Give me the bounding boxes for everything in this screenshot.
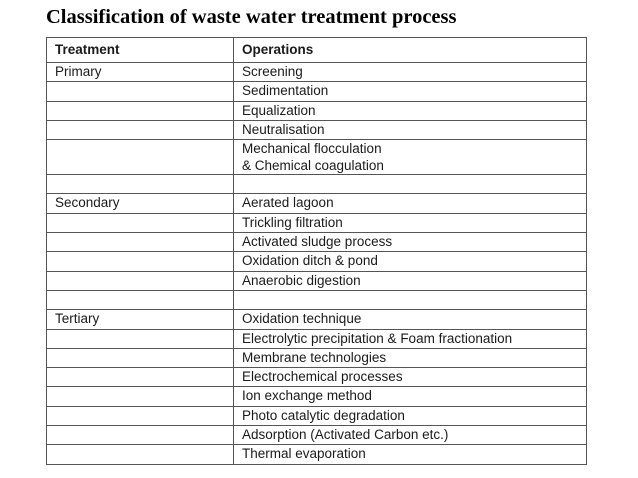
operation-cell: Activated sludge process	[234, 233, 587, 252]
treatment-cell	[47, 252, 234, 271]
table-row	[47, 310, 587, 329]
column-header-operations: Operations	[234, 38, 587, 63]
operation-cell: Membrane technologies	[234, 348, 587, 367]
operation-cell: Mechanical flocculation & Chemical coagulation	[234, 140, 587, 175]
table-row	[47, 368, 587, 387]
treatment-cell	[47, 426, 234, 445]
table-row	[47, 348, 587, 367]
operation-cell: Anaerobic digestion	[234, 271, 587, 290]
treatment-table	[46, 37, 587, 465]
treatment-cell	[47, 82, 234, 101]
treatment-cell	[47, 348, 234, 367]
treatment-cell: Primary	[47, 63, 234, 82]
treatment-cell	[47, 175, 234, 194]
page-title: Classification of waste water treatment process	[46, 6, 457, 28]
treatment-cell	[47, 290, 234, 309]
treatment-cell	[47, 329, 234, 348]
table-row	[47, 233, 587, 252]
table-row	[47, 387, 587, 406]
table-row	[47, 120, 587, 139]
operation-cell: Aerated lagoon	[234, 194, 587, 213]
treatment-cell	[47, 213, 234, 232]
table-row	[47, 329, 587, 348]
table-body	[47, 63, 587, 465]
treatment-cell: Tertiary	[47, 310, 234, 329]
operation-cell: Screening	[234, 63, 587, 82]
operation-cell: Electrolytic precipitation & Foam fractionation	[234, 329, 587, 348]
header-row	[47, 38, 587, 63]
table-row	[47, 140, 587, 175]
table-row	[47, 406, 587, 425]
operation-cell: Oxidation technique	[234, 310, 587, 329]
operation-cell: Equalization	[234, 101, 587, 120]
table-row	[47, 101, 587, 120]
treatment-cell	[47, 271, 234, 290]
operation-cell: Ion exchange method	[234, 387, 587, 406]
operation-cell: Adsorption (Activated Carbon etc.)	[234, 426, 587, 445]
treatment-cell	[47, 140, 234, 175]
table-row	[47, 426, 587, 445]
table-row	[47, 271, 587, 290]
operation-cell: Photo catalytic degradation	[234, 406, 587, 425]
table-row	[47, 82, 587, 101]
operation-cell	[234, 290, 587, 309]
table-row	[47, 194, 587, 213]
treatment-cell	[47, 387, 234, 406]
treatment-cell	[47, 368, 234, 387]
treatment-cell	[47, 406, 234, 425]
column-header-treatment: Treatment	[47, 38, 234, 63]
treatment-cell: Secondary	[47, 194, 234, 213]
table-row	[47, 213, 587, 232]
operation-cell: Sedimentation	[234, 82, 587, 101]
treatment-cell	[47, 101, 234, 120]
table-row	[47, 252, 587, 271]
treatment-cell	[47, 120, 234, 139]
table-row	[47, 445, 587, 464]
treatment-cell	[47, 445, 234, 464]
table-row	[47, 290, 587, 309]
operation-cell: Thermal evaporation	[234, 445, 587, 464]
operation-cell: Trickling filtration	[234, 213, 587, 232]
operation-cell	[234, 175, 587, 194]
operation-cell: Electrochemical processes	[234, 368, 587, 387]
treatment-cell	[47, 233, 234, 252]
operation-cell: Neutralisation	[234, 120, 587, 139]
table-row	[47, 63, 587, 82]
operation-cell: Oxidation ditch & pond	[234, 252, 587, 271]
table-row	[47, 175, 587, 194]
